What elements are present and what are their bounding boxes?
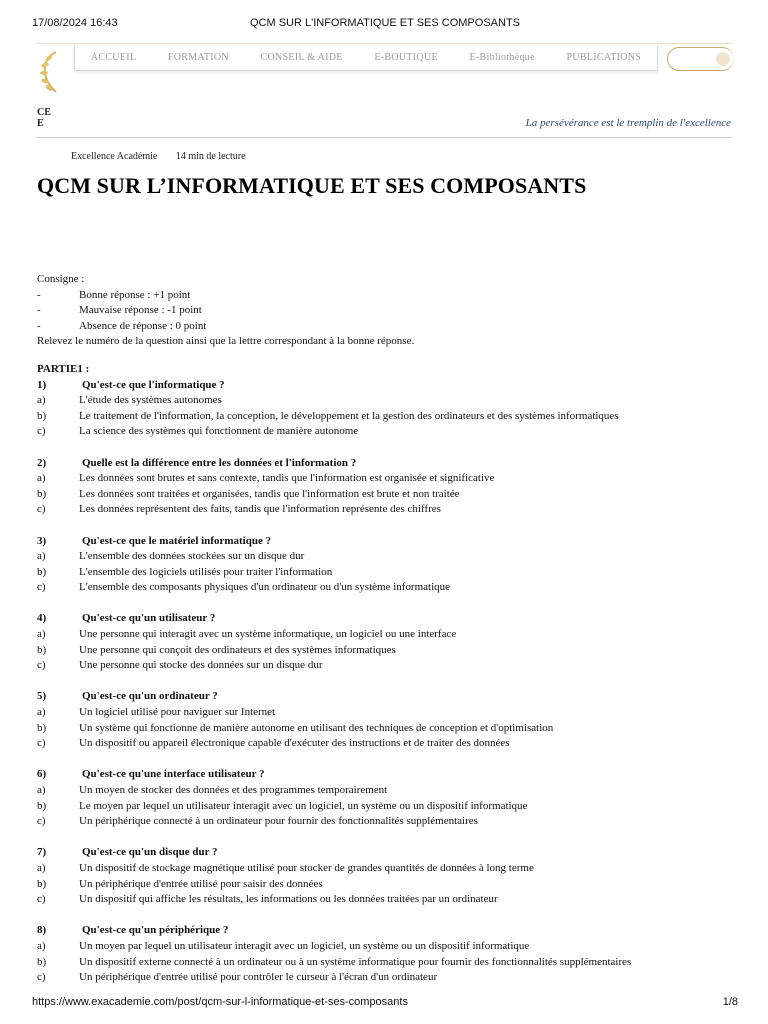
question-number: 8) bbox=[37, 924, 47, 937]
print-page-number: 1/8 bbox=[722, 996, 738, 1008]
print-footer bbox=[32, 996, 738, 1010]
option-text: L'ensemble des logiciels utilisés pour traiter l'information bbox=[79, 565, 333, 578]
question-number: 6) bbox=[37, 768, 47, 781]
question-title bbox=[37, 534, 737, 550]
question-title bbox=[37, 767, 737, 783]
site-logo-text bbox=[37, 107, 51, 129]
print-header bbox=[32, 17, 738, 31]
user-icon bbox=[716, 52, 730, 66]
rule-text: Mauvaise réponse : -1 point bbox=[79, 304, 202, 317]
main-nav bbox=[74, 45, 658, 71]
consigne-instruction: Relevez le numéro de la question ainsi que la lettre correspondant à la bonne réponse. bbox=[37, 335, 415, 348]
question-block bbox=[37, 767, 737, 829]
rule-text: Bonne réponse : +1 point bbox=[79, 288, 191, 301]
option-text: Un dispositif de stockage magnétique utilisé pour stocker de grandes quantités de données à long terme bbox=[79, 861, 534, 874]
option-letter: b) bbox=[37, 721, 47, 734]
question-text: Qu'est-ce qu'un disque dur ? bbox=[82, 846, 218, 859]
question-block bbox=[37, 923, 737, 985]
question-text: Qu'est-ce qu'une interface utilisateur ? bbox=[82, 768, 265, 781]
option-text: Un dispositif ou appareil électronique capable d'exécuter des instructions et de traiter des données bbox=[79, 737, 510, 750]
question-block bbox=[37, 378, 737, 440]
question-number: 5) bbox=[37, 690, 47, 703]
consigne-rule bbox=[37, 319, 737, 335]
article-title: QCM SUR L’INFORMATIQUE ET SES COMPOSANTS bbox=[37, 173, 587, 198]
option-text: L'ensemble des composants physiques d'un ordinateur ou d'un système informatique bbox=[79, 581, 451, 594]
option-letter: c) bbox=[37, 893, 46, 906]
question-number: 2) bbox=[37, 456, 47, 469]
question-number: 4) bbox=[37, 612, 47, 625]
nav-item-formation[interactable]: FORMATION bbox=[167, 52, 229, 63]
question-text: Qu'est-ce qu'un utilisateur ? bbox=[82, 612, 216, 625]
option-text: Un dispositif qui affiche les résultats, les informations ou les données traitées par un ordinateur bbox=[79, 893, 498, 906]
option-text: Les données sont traitées et organisées, tandis que l'information est brute et non traitée bbox=[79, 487, 460, 500]
question-title bbox=[37, 378, 737, 394]
consigne-label: Consigne : bbox=[37, 273, 85, 285]
answer-option bbox=[37, 549, 737, 565]
option-letter: b) bbox=[37, 955, 47, 968]
nav-item-accueil[interactable]: ACCUEIL bbox=[90, 52, 137, 63]
option-letter: a) bbox=[37, 550, 46, 563]
question-number: 1) bbox=[37, 378, 47, 391]
option-text: Un logiciel utilisé pour naviguer sur Internet bbox=[79, 706, 276, 719]
question-title bbox=[37, 923, 737, 939]
answer-option bbox=[37, 877, 737, 893]
nav-item-e-bibliotheque[interactable]: E-Bibliothèque bbox=[469, 52, 535, 63]
answer-option bbox=[37, 580, 737, 596]
answer-option bbox=[37, 565, 737, 581]
logo-text-line-2: E bbox=[37, 118, 44, 129]
partie-heading: PARTIE1 : bbox=[37, 362, 90, 375]
option-letter: c) bbox=[37, 737, 46, 750]
answer-option bbox=[37, 721, 737, 737]
answer-option bbox=[37, 424, 737, 440]
header-divider bbox=[36, 43, 732, 44]
option-letter: a) bbox=[37, 628, 46, 641]
option-letter: b) bbox=[37, 487, 47, 500]
option-text: Un périphérique d'entrée utilisé pour saisir des données bbox=[79, 877, 323, 890]
option-text: L'étude des systèmes autonomes bbox=[79, 394, 222, 407]
option-letter: c) bbox=[37, 659, 46, 672]
question-block bbox=[37, 534, 737, 596]
question-title bbox=[37, 689, 737, 705]
option-letter: a) bbox=[37, 472, 46, 485]
rule-text: Absence de réponse : 0 point bbox=[79, 319, 207, 332]
option-text: Un moyen par lequel un utilisateur interagit avec un logiciel, un système ou un dispositif informatique bbox=[79, 939, 530, 952]
answer-option bbox=[37, 502, 737, 518]
option-letter: b) bbox=[37, 565, 47, 578]
login-button[interactable] bbox=[667, 47, 734, 71]
answer-option bbox=[37, 658, 737, 674]
option-letter: b) bbox=[37, 799, 47, 812]
answer-option bbox=[37, 393, 737, 409]
nav-item-publications[interactable]: PUBLICATIONS bbox=[566, 52, 642, 63]
option-letter: a) bbox=[37, 784, 46, 796]
question-block bbox=[37, 689, 737, 751]
site-tagline: La persévérance est le tremplin de l'excellence bbox=[525, 117, 731, 129]
option-letter: a) bbox=[37, 861, 46, 874]
option-letter: a) bbox=[37, 394, 46, 407]
answer-option bbox=[37, 471, 737, 487]
consigne-rule bbox=[37, 303, 737, 319]
nav-item-e-boutique[interactable]: E-BOUTIQUE bbox=[374, 52, 438, 63]
print-title: QCM SUR L'INFORMATIQUE ET SES COMPOSANTS bbox=[250, 17, 520, 29]
answer-option bbox=[37, 939, 737, 955]
question-text: Quelle est la différence entre les données et l'information ? bbox=[82, 456, 357, 469]
question-text: Qu'est-ce qu'un périphérique ? bbox=[82, 924, 229, 937]
option-letter: b) bbox=[37, 877, 47, 890]
print-url: https://www.exacademie.com/post/qcm-sur-l-informatique-et-ses-composants bbox=[32, 996, 408, 1008]
option-text: Un dispositif externe connecté à un ordinateur ou à un système informatique pour fournir des fonctionnalités supplémentaires bbox=[79, 955, 632, 968]
answer-option bbox=[37, 783, 737, 799]
option-text: Les données sont brutes et sans contexte, tandis que l'information est organisée et significative bbox=[79, 472, 495, 485]
question-title bbox=[37, 456, 737, 472]
answer-option bbox=[37, 736, 737, 752]
rule-dash: - bbox=[37, 304, 41, 317]
answer-option bbox=[37, 627, 737, 643]
article-read-time: 14 min de lecture bbox=[175, 151, 246, 162]
question-text: Qu'est-ce que le matériel informatique ? bbox=[82, 534, 272, 547]
option-text: La science des systèmes qui fonctionnent de manière autonome bbox=[79, 425, 359, 438]
option-text: Un périphérique d'entrée utilisé pour contrôler le curseur à l'écran d'un ordinateur bbox=[79, 971, 438, 984]
question-number: 7) bbox=[37, 846, 47, 859]
option-text: Un moyen de stocker des données et des programmes temporairement bbox=[79, 784, 388, 796]
header-rule bbox=[36, 137, 732, 138]
answer-option bbox=[37, 705, 737, 721]
option-text: Une personne qui conçoit des ordinateurs et des systèmes informatiques bbox=[79, 643, 396, 656]
article-author[interactable]: Excellence Académie bbox=[71, 151, 158, 162]
option-text: Un système qui fonctionne de manière autonome en utilisant des techniques de conception et d'optimisation bbox=[79, 721, 554, 734]
laurel-logo-icon bbox=[36, 48, 64, 96]
answer-option bbox=[37, 970, 737, 986]
option-text: Une personne qui stocke des données sur un disque dur bbox=[79, 659, 323, 672]
logo-text-line-1: CE bbox=[37, 107, 51, 118]
article-meta bbox=[71, 151, 246, 162]
rule-dash: - bbox=[37, 319, 41, 332]
question-list bbox=[37, 378, 737, 986]
answer-option bbox=[37, 955, 737, 971]
answer-option bbox=[37, 861, 737, 877]
nav-item-conseil-aide[interactable]: CONSEIL & AIDE bbox=[260, 52, 343, 63]
answer-option bbox=[37, 643, 737, 659]
option-text: L'ensemble des données stockées sur un disque dur bbox=[79, 550, 305, 563]
article-body bbox=[37, 272, 737, 1001]
answer-option bbox=[37, 487, 737, 503]
question-title bbox=[37, 611, 737, 627]
question-block bbox=[37, 611, 737, 673]
option-letter: c) bbox=[37, 425, 46, 438]
option-text: Le moyen par lequel un utilisateur interagit avec un logiciel, un système ou un dispositif informatique bbox=[79, 799, 528, 812]
option-text: Le traitement de l'information, la conception, le développement et la gestion des ordinateurs et des systèmes informatiques bbox=[79, 409, 619, 422]
option-letter: a) bbox=[37, 706, 46, 719]
option-letter: c) bbox=[37, 581, 46, 594]
answer-option bbox=[37, 409, 737, 425]
question-number: 3) bbox=[37, 534, 47, 547]
consigne-rule bbox=[37, 288, 737, 304]
answer-option bbox=[37, 799, 737, 815]
question-block bbox=[37, 845, 737, 907]
option-letter: c) bbox=[37, 971, 46, 984]
option-letter: c) bbox=[37, 503, 46, 516]
question-text: Qu'est-ce que l'informatique ? bbox=[82, 378, 225, 391]
option-text: Une personne qui interagit avec un système informatique, un logiciel ou une interface bbox=[79, 628, 457, 641]
option-letter: c) bbox=[37, 815, 46, 828]
question-title bbox=[37, 845, 737, 861]
option-letter: b) bbox=[37, 643, 47, 656]
question-block bbox=[37, 456, 737, 518]
print-date: 17/08/2024 16:43 bbox=[32, 17, 118, 29]
option-letter: a) bbox=[37, 939, 46, 952]
question-text: Qu'est-ce qu'un ordinateur ? bbox=[82, 690, 218, 703]
answer-option bbox=[37, 892, 737, 908]
answer-option bbox=[37, 814, 737, 830]
rule-dash: - bbox=[37, 288, 41, 301]
option-text: Les données représentent des faits, tandis que l'information représente des chiffres bbox=[79, 503, 441, 516]
option-letter: b) bbox=[37, 409, 47, 422]
option-text: Un périphérique connecté à un ordinateur pour fournir des fonctionnalités supplémentaires bbox=[79, 815, 478, 828]
